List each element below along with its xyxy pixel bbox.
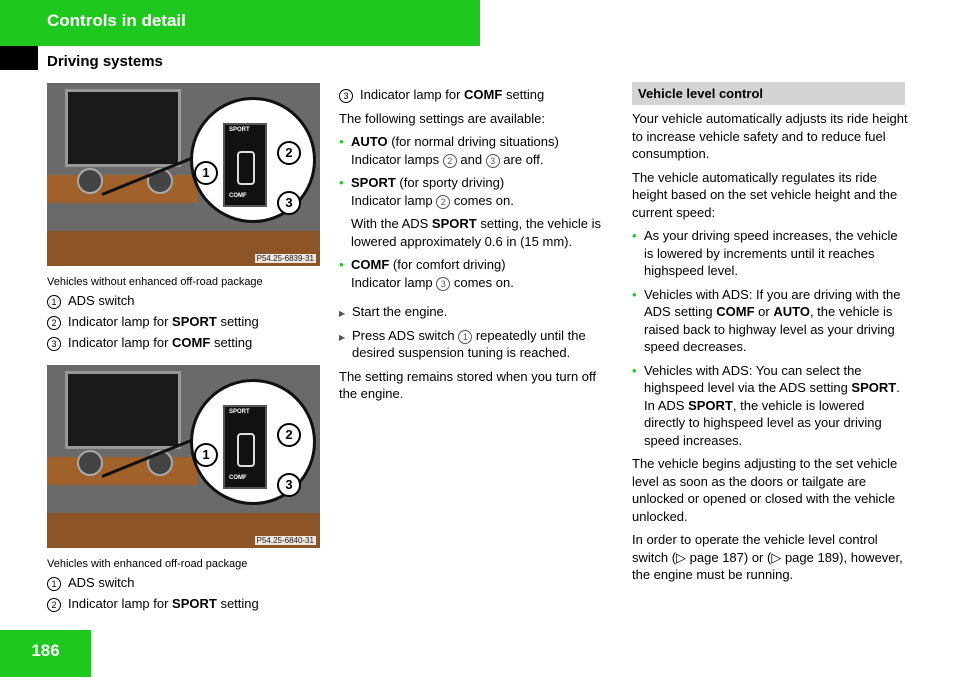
- step-start-engine: ▶ Start the engine.: [339, 303, 615, 321]
- figure-caption: Vehicles without enhanced off-road package: [47, 276, 263, 288]
- bullet-item: • Vehicles with ADS: If you are driving with the ADS setting COMF or AUTO, the vehicle is raised back to highway level as your driving speed decreases.: [632, 286, 908, 356]
- wood-trim: [47, 457, 197, 485]
- legend-item: 1 ADS switch: [47, 575, 134, 591]
- step-press-switch: ▶ Press ADS switch 1 repeatedly until the desired suspension tuning is reached.: [339, 327, 615, 362]
- navigation-screen: [65, 89, 181, 167]
- figure-ads-switch-offroad: [47, 365, 320, 548]
- section-title: Driving systems: [47, 53, 163, 70]
- chapter-header-bar: [0, 0, 480, 46]
- chapter-title: Controls in detail: [47, 11, 186, 30]
- control-knob: [77, 450, 103, 476]
- setting-comf: • COMF (for comfort driving) Indicator lamp 3 comes on.: [339, 256, 615, 291]
- paragraph: In order to operate the vehicle level control switch (▷ page 187) or (▷ page 189), however, the engine must be running.: [632, 532, 903, 582]
- figure-caption: Vehicles with enhanced off-road package: [47, 558, 248, 570]
- settings-intro: The following settings are available:: [339, 110, 545, 126]
- sport-label: SPORT: [229, 409, 250, 415]
- legend-item: 2 Indicator lamp for SPORT setting: [47, 596, 259, 612]
- legend-item: 2 Indicator lamp for SPORT setting: [47, 314, 259, 330]
- setting-auto: • AUTO (for normal driving situations) Indicator lamps 2 and 3 are off.: [339, 133, 615, 168]
- paragraph: The vehicle automatically regulates its ride height based on the set vehicle height and the current speed:: [632, 169, 898, 220]
- callout-1: 1: [194, 161, 218, 185]
- page-number-box: [0, 630, 91, 677]
- bullet-item: • Vehicles with ADS: You can select the highspeed level via the ADS setting SPORT. In ADS SPORT, the vehicle is lowered directly to highspeed level as your driving speed increases.: [632, 362, 908, 450]
- page-number: 186: [31, 641, 60, 660]
- sport-label: SPORT: [229, 127, 250, 133]
- legend-item-continued: 3 Indicator lamp for COMF setting: [339, 86, 615, 104]
- section-tab-marker: [0, 46, 38, 70]
- figure-code: P54.25-6839-31: [256, 254, 314, 263]
- vehicle-level-heading-bar: [632, 82, 905, 105]
- legend-item: 3 Indicator lamp for COMF setting: [47, 335, 252, 351]
- paragraph: The vehicle begins adjusting to the set vehicle level as soon as the doors or tailgate are unlocked or opened or closed with the vehicle unlocked.: [632, 456, 898, 524]
- settings-column: [339, 86, 615, 409]
- figure-ads-switch-standard: [47, 83, 320, 266]
- setting-sport: • SPORT (for sporty driving) Indicator lamp 2 comes on. With the ADS SPORT setting, the vehicle is lowered approximately 0.6 in (15 mm).: [339, 174, 615, 250]
- ads-switch-panel: [223, 405, 267, 489]
- paragraph: Your vehicle automatically adjusts its ride height to increase vehicle safety and to reduce fuel consumption.: [632, 111, 908, 161]
- callout-2: 2: [277, 141, 301, 165]
- bullet-item: • As your driving speed increases, the vehicle is lowered by increments until it reaches highspeed level.: [632, 227, 908, 280]
- setting-stored-note: The setting remains stored when you turn off the engine.: [339, 368, 597, 401]
- callout-2: 2: [277, 423, 301, 447]
- vehicle-level-column: [632, 110, 908, 590]
- vehicle-level-heading: Vehicle level control: [638, 86, 763, 101]
- callout-3: 3: [277, 473, 301, 497]
- ads-switch-icon: [237, 433, 255, 467]
- comf-label: COMF: [229, 475, 247, 481]
- callout-1: 1: [194, 443, 218, 467]
- comf-label: COMF: [229, 193, 247, 199]
- figure-code: P54.25-6840-31: [256, 536, 314, 545]
- wood-trim: [47, 175, 197, 203]
- ads-switch-panel: [223, 123, 267, 207]
- callout-3: 3: [277, 191, 301, 215]
- navigation-screen: [65, 371, 181, 449]
- control-knob: [77, 168, 103, 194]
- legend-item: 1 ADS switch: [47, 293, 134, 309]
- ads-switch-icon: [237, 151, 255, 185]
